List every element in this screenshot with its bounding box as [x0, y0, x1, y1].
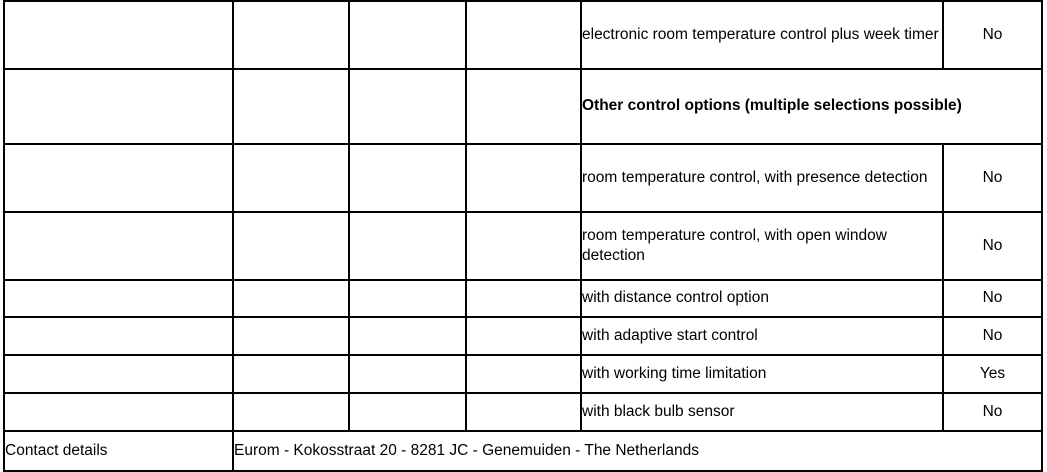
- table-row-group-header: [4, 69, 1042, 144]
- empty-cell-col3: [349, 1, 466, 69]
- empty-cell-col2: [233, 355, 349, 393]
- empty-cell-col4: [466, 144, 581, 212]
- spec-label-text: with working time limitation: [582, 364, 767, 382]
- empty-cell-col3: [349, 280, 466, 317]
- table-row: [4, 393, 1042, 431]
- empty-cell-col1: [4, 212, 233, 280]
- spec-label: [581, 144, 943, 212]
- table-row: [4, 355, 1042, 393]
- table-row-contact: [4, 431, 1042, 471]
- spec-label: [581, 393, 943, 431]
- empty-cell-col3: [349, 144, 466, 212]
- empty-cell-col2: [233, 212, 349, 280]
- empty-cell-col1: [4, 144, 233, 212]
- empty-cell-col2: [233, 280, 349, 317]
- spec-label: [581, 317, 943, 355]
- spec-label-text: with distance control option: [582, 289, 769, 307]
- empty-cell-col1: [4, 280, 233, 317]
- table-row: [4, 212, 1042, 280]
- table-row: [4, 280, 1042, 317]
- spec-label: [581, 1, 943, 69]
- empty-cell-col4: [466, 1, 581, 69]
- specification-table: [3, 0, 1043, 472]
- empty-cell-col3: [349, 393, 466, 431]
- empty-cell-col3: [349, 69, 466, 144]
- empty-cell-col2: [233, 317, 349, 355]
- empty-cell-col2: [233, 144, 349, 212]
- spec-label: [581, 212, 943, 280]
- table-row: [4, 317, 1042, 355]
- empty-cell-col1: [4, 393, 233, 431]
- empty-cell-col1: [4, 317, 233, 355]
- empty-cell-col3: [349, 355, 466, 393]
- spec-value: No: [943, 1, 1042, 69]
- empty-cell-col3: [349, 212, 466, 280]
- spec-value: No: [943, 393, 1042, 431]
- spec-label: [581, 355, 943, 393]
- table-row: [4, 1, 1042, 69]
- spec-value: No: [943, 280, 1042, 317]
- empty-cell-col4: [466, 317, 581, 355]
- spec-label-text: with adaptive start control: [582, 326, 758, 344]
- group-header-label: [581, 69, 1042, 144]
- contact-details-value: Eurom - Kokosstraat 20 - 8281 JC - Genemuiden - The Netherlands: [233, 431, 1042, 471]
- empty-cell-col2: [233, 69, 349, 144]
- group-header-text: Other control options (multiple selections possible): [582, 97, 962, 115]
- empty-cell-col4: [466, 212, 581, 280]
- spec-label-text: electronic room temperature control plus week timer: [582, 25, 939, 43]
- empty-cell-col1: [4, 355, 233, 393]
- spec-value: No: [943, 317, 1042, 355]
- empty-cell-col2: [233, 393, 349, 431]
- empty-cell-col3: [349, 317, 466, 355]
- spec-value: No: [943, 144, 1042, 212]
- spec-value: No: [943, 212, 1042, 280]
- spec-value: Yes: [943, 355, 1042, 393]
- empty-cell-col4: [466, 393, 581, 431]
- empty-cell-col2: [233, 1, 349, 69]
- empty-cell-col4: [466, 69, 581, 144]
- spec-label-text: room temperature control, with presence detection: [582, 168, 928, 186]
- table-row: [4, 144, 1042, 212]
- spec-label-text: room temperature control, with open window detection: [582, 226, 887, 264]
- empty-cell-col1: [4, 69, 233, 144]
- contact-details-label: Contact details: [4, 431, 233, 471]
- spec-label-text: with black bulb sensor: [582, 402, 735, 420]
- empty-cell-col4: [466, 280, 581, 317]
- spec-label: [581, 280, 943, 317]
- empty-cell-col1: [4, 1, 233, 69]
- empty-cell-col4: [466, 355, 581, 393]
